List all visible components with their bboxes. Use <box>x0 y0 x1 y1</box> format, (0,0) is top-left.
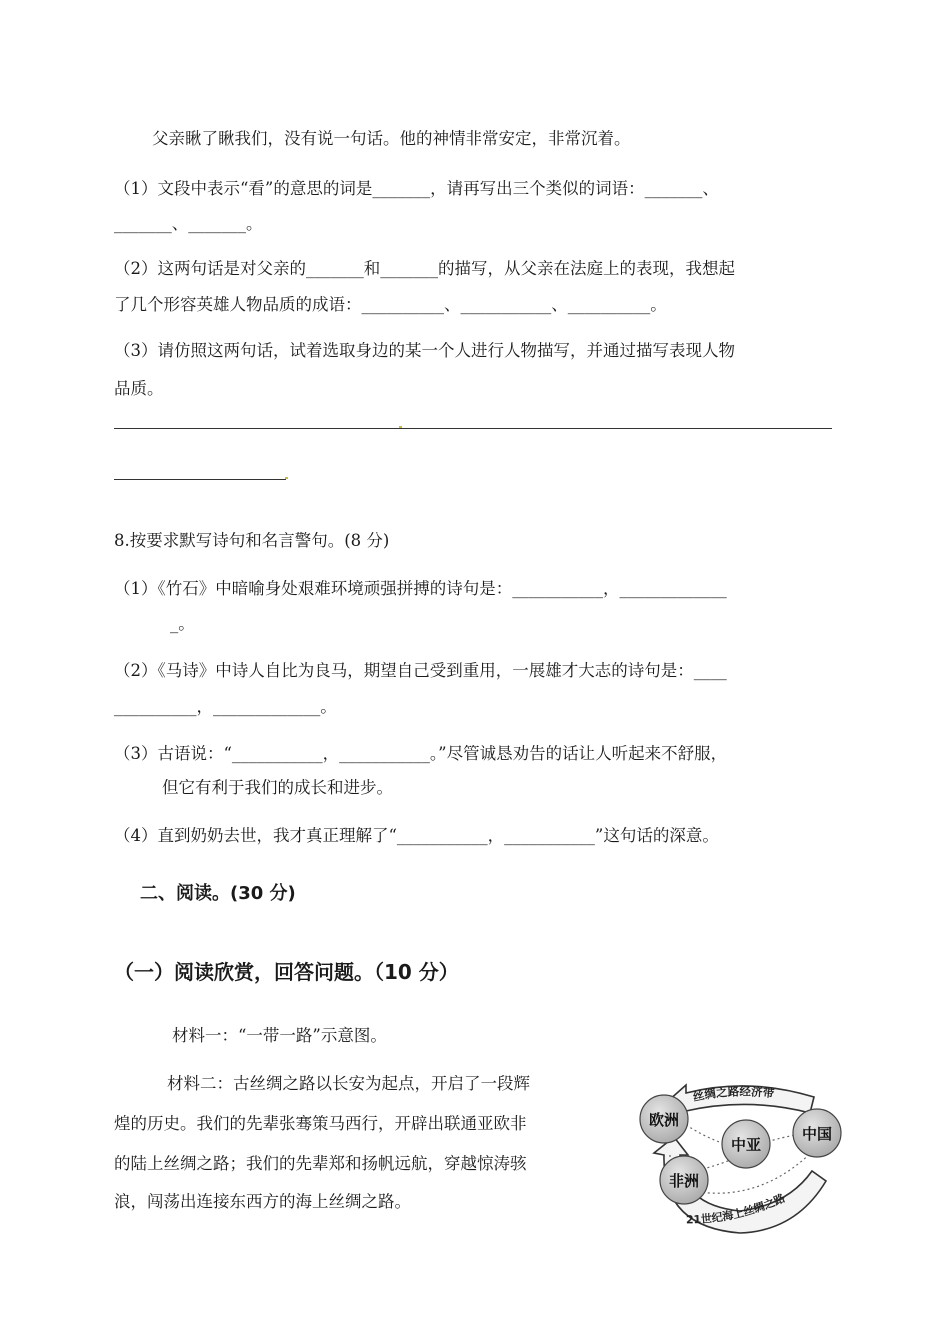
land-route-label: 丝绸之路经济带 <box>691 1084 775 1104</box>
belt-and-road-diagram <box>628 1055 850 1235</box>
question-2-line-2: 了几个形容英雄人物品质的成语：__________、___________、__________。 <box>114 295 667 314</box>
scan-speck <box>285 477 288 479</box>
material-2-line-3: 的陆上丝绸之路；我们的先辈郑和扬帆远航，穿越惊涛骇 <box>114 1154 527 1173</box>
answer-line-2 <box>114 479 286 480</box>
material-2-line-2: 煌的历史。我们的先辈张骞策马西行，开辟出联通亚欧非 <box>114 1114 527 1133</box>
node-central-asia-label: 中亚 <box>730 1136 762 1154</box>
reading-subsection-title: （一）阅读欣赏，回答问题。（10 分） <box>114 960 459 984</box>
q8-item-4: （4）直到奶奶去世，我才真正理解了“___________，___________”这句话的深意。 <box>114 826 719 845</box>
node-africa-label: 非洲 <box>668 1172 700 1190</box>
answer-line-1 <box>114 428 832 429</box>
q8-item-3-line-2: 但它有利于我们的成长和进步。 <box>162 778 393 797</box>
question-3-line-2: 品质。 <box>114 379 164 398</box>
sea-route-label: 21世纪海上丝绸之路 <box>685 1191 788 1227</box>
node-europe-label: 欧洲 <box>648 1111 680 1129</box>
material-2-line-1: 材料二：古丝绸之路以长安为起点，开启了一段辉 <box>167 1074 530 1093</box>
q8-item-2-line-2: __________，_____________。 <box>114 697 337 716</box>
question-1-line-1: （1）文段中表示“看”的意思的词是_______，请再写出三个类似的词语：_______、 <box>114 179 719 198</box>
material-1: 材料一：“一带一路”示意图。 <box>172 1026 387 1045</box>
passage-quote: 父亲瞅了瞅我们，没有说一句话。他的神情非常安定，非常沉着。 <box>152 129 631 148</box>
question-3-line-1: （3）请仿照这两句话，试着选取身边的某一个人进行人物描写，并通过描写表现人物 <box>114 341 735 360</box>
question-2-line-1: （2）这两句话是对父亲的_______和_______的描写，从父亲在法庭上的表现，我想起 <box>114 259 735 278</box>
q8-item-2-line-1: （2）《马诗》中诗人自比为良马，期望自己受到重用，一展雄才大志的诗句是：____ <box>114 661 727 680</box>
section-2-title: 二、阅读。(30 分) <box>140 883 296 904</box>
land-route-arrow <box>668 1084 814 1117</box>
material-2-line-4: 浪，闯荡出连接东西方的海上丝绸之路。 <box>114 1192 411 1211</box>
q8-item-3-line-1: （3）古语说：“___________，___________。”尽管诚恳劝告的话让人听起来不舒服， <box>114 744 728 763</box>
question-1-line-2: _______、_______。 <box>114 214 263 233</box>
q8-title: 8.按要求默写诗句和名言警句。(8 分) <box>114 531 390 550</box>
q8-item-1-line-1: （1）《竹石》中暗喻身处艰难环境顽强拼搏的诗句是：___________，_____________ <box>114 579 727 598</box>
node-china-label: 中国 <box>801 1125 833 1143</box>
node-africa <box>660 1156 708 1204</box>
node-china <box>793 1109 841 1157</box>
q8-item-1-line-2: _。 <box>170 614 195 633</box>
scan-speck <box>399 426 402 428</box>
node-central-asia <box>722 1120 770 1168</box>
node-europe <box>640 1095 688 1143</box>
